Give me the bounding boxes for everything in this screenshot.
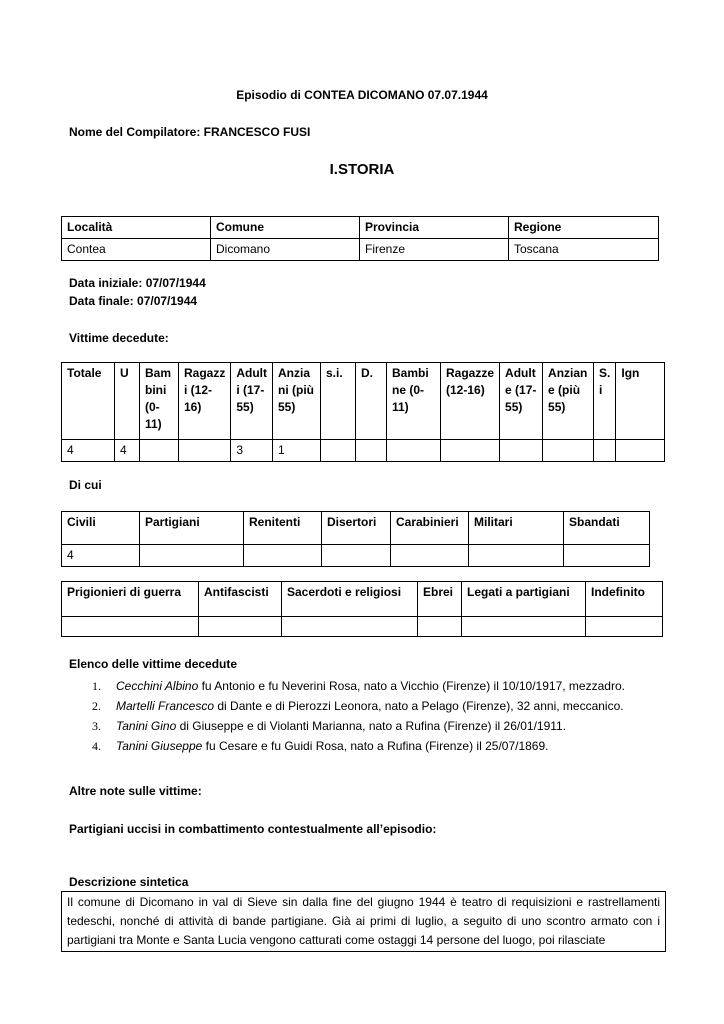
- victims-val-totale: 4: [62, 440, 115, 462]
- cat-col-sacerdoti: Sacerdoti e religiosi: [282, 582, 418, 617]
- cat-val-militari: [469, 545, 564, 567]
- victims-val-anziani: 1: [273, 440, 321, 462]
- cat-col-carabinieri: Carabinieri: [391, 512, 469, 545]
- victims-val-anziane: [543, 440, 594, 462]
- cat-val-disertori: [322, 545, 391, 567]
- categories-2-header-row: [62, 582, 663, 617]
- victims-val-ign: [616, 440, 665, 462]
- victims-header-row: [62, 363, 665, 440]
- victims-val-u: 4: [115, 440, 140, 462]
- victims-col-ragazze: Ragazze (12-16): [441, 363, 500, 440]
- episode-title: Episodio di CONTEA DICOMANO 07.07.1944: [236, 88, 488, 102]
- categories-1-header-row: [62, 512, 650, 545]
- victims-col-bambine: Bambi ne (0-11): [387, 363, 441, 440]
- victim-details: fu Cesare e fu Guidi Rosa, nato a Rufina (Firenze) il 25/07/1869.: [202, 739, 549, 753]
- list-item-number: 3.: [92, 719, 101, 733]
- location-table: [61, 216, 659, 261]
- victims-val-d: [356, 440, 387, 462]
- victims-col-anziane: Anzian e (più 55): [543, 363, 594, 440]
- cat-val-ebrei: [418, 617, 462, 637]
- end-date: Data finale: 07/07/1944: [69, 294, 198, 308]
- description-text: Il comune di Dicomano in val di Sieve sin dalla fine del giugno 1944 è teatro di requisizioni e rastrellamenti tedeschi, nonché di attività di bande partigiane. Già ai primi di luglio, a seguito di uno scontro armato con i partigiani tra Monte e Santa Lucia vengono catturati come ostaggi 14 persone del luogo, poi rilasciate: [61, 891, 666, 952]
- location-value-row: [62, 239, 659, 261]
- cat-val-antifascisti: [199, 617, 282, 637]
- cat-val-carabinieri: [391, 545, 469, 567]
- cat-col-partigiani: Partigiani: [140, 512, 244, 545]
- victim-details: di Dante e di Pierozzi Leonora, nato a Pelago (Firenze), 32 anni, meccanico.: [214, 699, 624, 713]
- header-provincia: Provincia: [360, 217, 509, 239]
- victims-col-anziani: Anzia ni (più 55): [273, 363, 321, 440]
- victims-col-adulti: Adult i (17-55): [231, 363, 273, 440]
- value-localita: Contea: [62, 239, 211, 261]
- victims-val-adulte: [500, 440, 543, 462]
- victims-col-ragazzi: Ragazz i (12-16): [179, 363, 231, 440]
- cat-val-indefinito: [586, 617, 663, 637]
- cat-col-militari: Militari: [469, 512, 564, 545]
- description-heading: Descrizione sintetica: [69, 875, 189, 889]
- cat-col-prigionieri: Prigionieri di guerra: [62, 582, 199, 617]
- cat-val-partigiani: [140, 545, 244, 567]
- other-notes-heading: Altre note sulle vittime:: [69, 784, 202, 798]
- victims-list-heading: Elenco delle vittime decedute: [69, 657, 238, 671]
- list-item-number: 4.: [92, 739, 101, 753]
- victims-val-si: [321, 440, 356, 462]
- cat-val-renitenti: [244, 545, 322, 567]
- victim-details: fu Antonio e fu Neverini Rosa, nato a Vicchio (Firenze) il 10/10/1917, mezzadro.: [198, 679, 625, 693]
- dicui-heading: Di cui: [69, 478, 102, 492]
- cat-val-legati: [462, 617, 586, 637]
- victim-name: Martelli Francesco: [116, 699, 215, 713]
- victims-val-bambine: [387, 440, 441, 462]
- victims-table: [61, 362, 665, 462]
- victims-val-ragazze: [441, 440, 500, 462]
- victims-val-si2: [594, 440, 616, 462]
- start-date: Data iniziale: 07/07/1944: [69, 276, 206, 290]
- victims-val-bambini: [140, 440, 179, 462]
- partisans-killed-heading: Partigiani uccisi in combattimento contestualmente all’episodio:: [69, 822, 437, 836]
- categories-table-1: [61, 511, 650, 567]
- cat-col-legati: Legati a partigiani: [462, 582, 586, 617]
- cat-col-renitenti: Renitenti: [244, 512, 322, 545]
- cat-val-civili: 4: [62, 545, 140, 567]
- cat-col-antifascisti: Antifascisti: [199, 582, 282, 617]
- list-item-number: 2.: [92, 699, 101, 713]
- victims-col-bambini: Bam bini (0-11): [140, 363, 179, 440]
- section-title: I.STORIA: [329, 161, 395, 178]
- victims-col-si2: S. i: [594, 363, 616, 440]
- victims-val-adulti: 3: [231, 440, 273, 462]
- value-regione: Toscana: [509, 239, 659, 261]
- value-comune: Dicomano: [211, 239, 360, 261]
- victim-name: Tanini Giuseppe: [116, 739, 203, 753]
- cat-col-disertori: Disertori: [322, 512, 391, 545]
- victims-heading: Vittime decedute:: [69, 331, 169, 345]
- header-comune: Comune: [211, 217, 360, 239]
- victims-col-ign: Ign: [616, 363, 665, 440]
- cat-col-civili: Civili: [62, 512, 140, 545]
- list-item-number: 1.: [92, 679, 101, 693]
- victim-name: Tanini Gino: [116, 719, 177, 733]
- victims-value-row: [62, 440, 665, 462]
- cat-col-sbandati: Sbandati: [564, 512, 650, 545]
- compiler-name: Nome del Compilatore: FRANCESCO FUSI: [69, 125, 311, 139]
- location-header-row: [62, 217, 659, 239]
- categories-1-value-row: [62, 545, 650, 567]
- header-regione: Regione: [509, 217, 659, 239]
- victims-col-totale: Totale: [62, 363, 115, 440]
- header-localita: Località: [62, 217, 211, 239]
- categories-2-value-row: [62, 617, 663, 637]
- cat-col-ebrei: Ebrei: [418, 582, 462, 617]
- victims-val-ragazzi: [179, 440, 231, 462]
- cat-val-sacerdoti: [282, 617, 418, 637]
- cat-val-sbandati: [564, 545, 650, 567]
- victim-name: Cecchini Albino: [116, 679, 199, 693]
- categories-table-2: [61, 581, 663, 637]
- cat-col-indefinito: Indefinito: [586, 582, 663, 617]
- value-provincia: Firenze: [360, 239, 509, 261]
- victims-col-si: s.i.: [321, 363, 356, 440]
- victims-col-d: D.: [356, 363, 387, 440]
- cat-val-prigionieri: [62, 617, 199, 637]
- victim-details: di Giuseppe e di Violanti Marianna, nato a Rufina (Firenze) il 26/01/1911.: [176, 719, 567, 733]
- victims-col-adulte: Adult e (17-55): [500, 363, 543, 440]
- victims-col-u: U: [115, 363, 140, 440]
